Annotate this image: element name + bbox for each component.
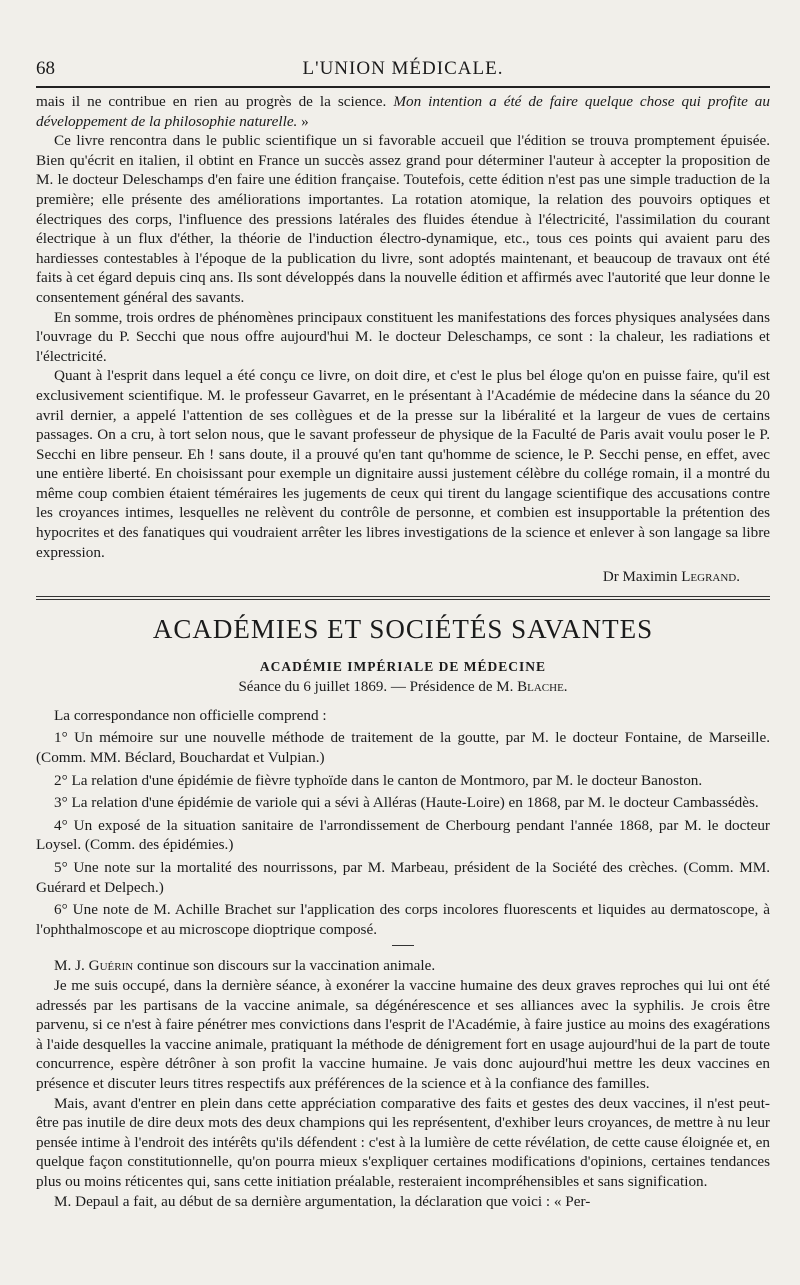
- section-divider: [36, 596, 770, 600]
- correspondence-item: 3° La relation d'une épidémie de variole qui a sévi à Alléras (Haute-Loire) en 1868, par M. le docteur Cambassédès.: [54, 794, 759, 812]
- correspondence-item: 4° Un exposé de la situation sanitaire de l'arrondissement de Cherbourg pendant l'année 1868, par M. le docteur Loysel. (Comm. des épidémies.): [36, 816, 770, 854]
- review-paragraph-3: En somme, trois ordres de phénomènes principaux constituent les manifestations des forces physiques analysées dans l'ouvrage du P. Secchi que nous offre aujourd'hui M. le docteur Deleschamps, ce sont : la chaleur, les radiations et l'électricité.: [36, 308, 770, 365]
- review-signature: Dr Maximin Legrand.: [602, 569, 740, 586]
- academy-heading: ACADÉMIE IMPÉRIALE DE MÉDECINE: [259, 658, 547, 674]
- review-paragraph-1: mais il ne contribue en rien au progrès de la science. Mon intention a été de faire quelque chose qui profite au développement de la philosophie naturelle. »: [36, 93, 770, 130]
- correspondence: [36, 706, 770, 940]
- review-quote: Mon intention a été de faire quelque chose qui profite au développement de la philosophie naturelle.: [36, 93, 770, 130]
- correspondence-item: 6° Une note de M. Achille Brachet sur l'application des corps incolores fluorescents et liquides au dermatoscope, à l'ophthalmoscope et au microscope dioptrique composé.: [36, 901, 770, 938]
- book-review: [36, 92, 770, 588]
- speech-intro: M. J. Guérin continue son discours sur la vaccination animale.: [54, 957, 436, 975]
- correspondence-item: 2° La relation d'une épidémie de fièvre typhoïde dans le canton de Montmoro, par M. le docteur Banoston.: [54, 771, 703, 789]
- page-number: 68: [36, 58, 55, 79]
- review-paragraph-4: Quant à l'esprit dans lequel a été conçu ce livre, on doit dire, et c'est le plus bel éloge qu'on en puisse faire, qu'il est exclusivement scientifique. M. le professeur Gavarret, en le présentant à l'Académie de médecine dans la séance du 20 avril dernier, a appelé l'attention de ses collègues et de la presse sur la libéralité et la largeur de vues de certains passages. On a cru, à tort selon nous, que le savant professeur de physique de la Faculté de Paris avait voulu poser le P. Secchi en libre penseur. Eh ! sans doute, il a prouvé qu'en tant qu'homme de science, le P. Secchi pense, en effet, avec une entière liberté. En choisissant pour exemple un dignitaire aussi justement célèbre du collége romain, il a montré du même coup combien étaient téméraires les jugements de ceux qui tirent du langage scientifique des accusations contre les croyances intimes, lesquelles ne relèvent du contrôle de personne, et combien est insupportable la prétention des hypocrites et des fanatiques qui voudraient arrêter les libres investigations de la science et enlever à son langage sa libre expression.: [36, 367, 770, 561]
- guerin-speech: [36, 956, 770, 1211]
- running-title: L'UNION MÉDICALE.: [302, 58, 504, 79]
- speech-paragraph-2: Mais, avant d'entrer en plein dans cette appréciation comparative des faits et gestes des deux vaccines, il n'est peut-être pas inutile de dire deux mots des deux champions qui les représentent, d'exhiber leurs croyances, de mettre à nu leur pensée intime à l'endroit des intérêts qu'ils défendent : c'est à la lumière de cette révélation, de cette cause éloignée et, en quelque façon constitutionnelle, qu'on pourra mieux s'expliquer certaines modifications d'opinions, certaines tendances plus ou moins réticentes qui, sans cette initiation préalable, resteraient incompréhensibles et sans signification.: [36, 1094, 770, 1190]
- speech-paragraph-1: Je me suis occupé, dans la dernière séance, à exonérer la vaccine humaine des deux graves reproches qui lui ont été adressés par les partisans de la vaccine animale, sa dégénérescence et ses alliances avec la syphilis. Je crois être parvenu, si ce n'est à faire pénétrer mes convictions dans l'esprit de l'Académie, à faire justice au moins des exagérations à l'aide desquelles la vaccine animale, pratiquant la méthode de dénigrement fort en usage aujourd'hui de la part de toute concurrence, espère détrôner à son profit la vaccine humaine. Je vais donc aujourd'hui mettre les deux vaccines en présence et discuter leurs titres respectifs aux préférences de la science et à la confiance des familles.: [36, 976, 770, 1092]
- page-header: [36, 58, 770, 88]
- correspondence-intro: La correspondance non officielle comprend :: [54, 706, 327, 724]
- correspondence-item: 5° Une note sur la mortalité des nourrissons, par M. Marbeau, président de la Société des crèches. (Comm. MM. Guérard et Delpech.): [36, 859, 770, 896]
- short-divider: [392, 945, 414, 946]
- review-paragraph-2: Ce livre rencontra dans le public scientifique un si favorable accueil que l'édition se trouva promptement épuisée. Bien qu'écrit en italien, il obtint en France un succès assez grand pour déterminer l'auteur à accepter la proposition de M. le docteur Deleschamps d'en faire une édition française. Toutefois, cette édition n'est pas une simple traduction de la première; elle présente des améliorations importantes. La rotation atomique, la relation des pouvoirs optiques et électriques des corps, l'influence des pressions latérales des fluides étendue à l'électricité, l'assimilation du courant électrique à un flux d'éther, la théorie de l'induction électro-dynamique, etc., tous ces points qui avaient paru des hardiesses contestables à l'époque de la publication du livre, sont adoptés maintenant, et beaucoup de travaux ont été faits à cet égard depuis cinq ans. Ils sont développés dans la nouvelle édition et affirmés avec l'autorité que leur donne le consentement général des savants.: [36, 132, 770, 306]
- correspondence-item: 1° Un mémoire sur une nouvelle méthode de traitement de la goutte, par M. le docteur Fontaine, de Marseille. (Comm. MM. Béclard, Bouchardat et Vulpian.): [36, 729, 770, 767]
- session-line: Séance du 6 juillet 1869. — Présidence de M. Blache.: [238, 678, 568, 695]
- depaul-line: M. Depaul a fait, au début de sa dernière argumentation, la déclaration que voici : « Per-: [54, 1192, 591, 1210]
- section-title: ACADÉMIES ET SOCIÉTÉS SAVANTES: [152, 613, 654, 644]
